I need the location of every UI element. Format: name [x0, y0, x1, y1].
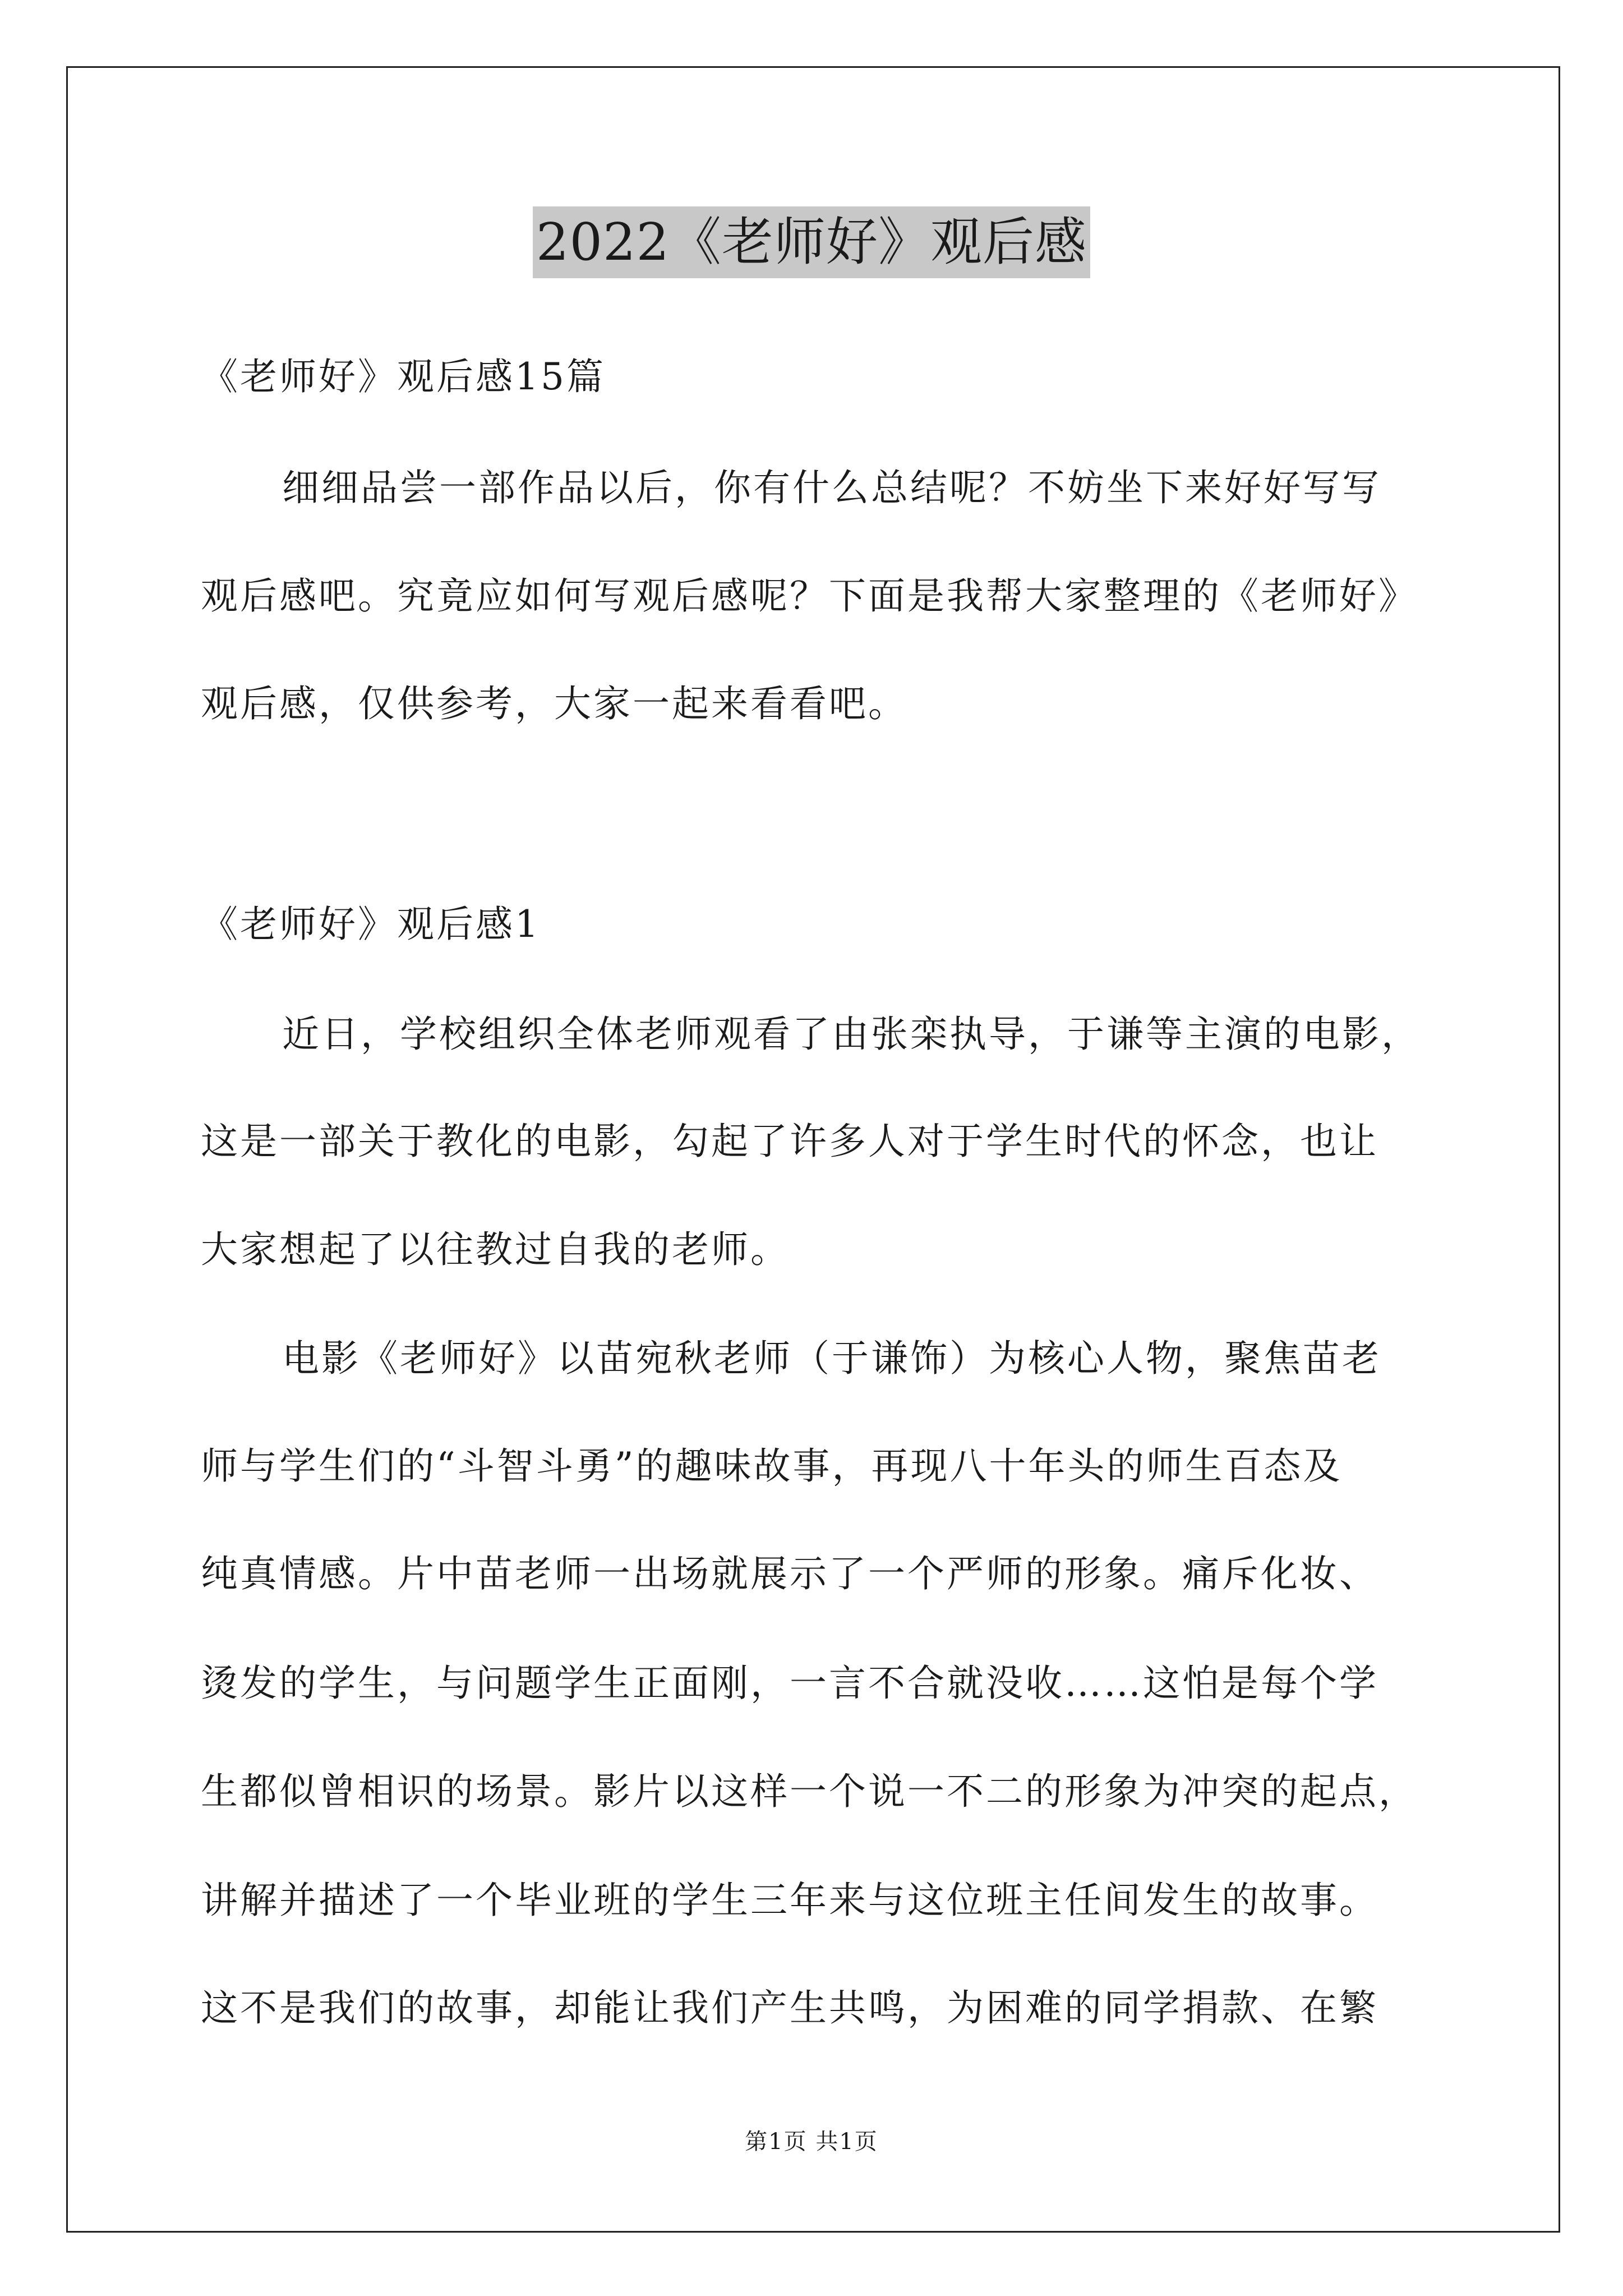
para2-line-5: 生都似曾相识的场景。影片以这样一个说一不二的形象为冲突的起点， — [201, 1770, 1418, 1813]
section-heading: 《老师好》观后感1 — [201, 903, 541, 946]
title-container — [0, 206, 1623, 278]
page-footer: 第1页 共1页 — [745, 2129, 878, 2155]
intro-line-1: 细细品尝一部作品以后，你有什么总结呢？不妨坐下来好好写写 — [282, 466, 1381, 509]
intro-line-2: 观后感吧。究竟应如何写观后感呢？下面是我帮大家整理的《老师好》 — [201, 574, 1418, 618]
para2-line-4: 烫发的学生，与问题学生正面刚，一言不合就没收……这怕是每个学 — [201, 1662, 1378, 1705]
para2-line-3: 纯真情感。片中苗老师一出场就展示了一个严师的形象。痛斥化妆、 — [201, 1552, 1378, 1595]
para1-line-3: 大家想起了以往教过自我的老师。 — [201, 1228, 790, 1271]
para2-line-2: 师与学生们的“斗智斗勇”的趣味故事，再现八十年头的师生百态及 — [201, 1444, 1343, 1488]
para1-line-1: 近日，学校组织全体老师观看了由张栾执导，于谦等主演的电影， — [282, 1013, 1421, 1056]
document-title: 2022《老师好》观后感 — [533, 206, 1090, 278]
para2-line-1: 电影《老师好》以苗宛秋老师（于谦饰）为核心人物，聚焦苗老 — [282, 1337, 1381, 1380]
para2-line-6: 讲解并描述了一个毕业班的学生三年来与这位班主任间发生的故事。 — [201, 1879, 1378, 1922]
para1-line-2: 这是一部关于教化的电影，勾起了许多人对于学生时代的怀念，也让 — [201, 1120, 1378, 1163]
intro-line-3: 观后感，仅供参考，大家一起来看看吧。 — [201, 682, 907, 725]
para2-line-7: 这不是我们的故事，却能让我们产生共鸣，为困难的同学捐款、在繁 — [201, 1986, 1378, 2030]
document-subtitle: 《老师好》观后感15篇 — [201, 355, 606, 398]
